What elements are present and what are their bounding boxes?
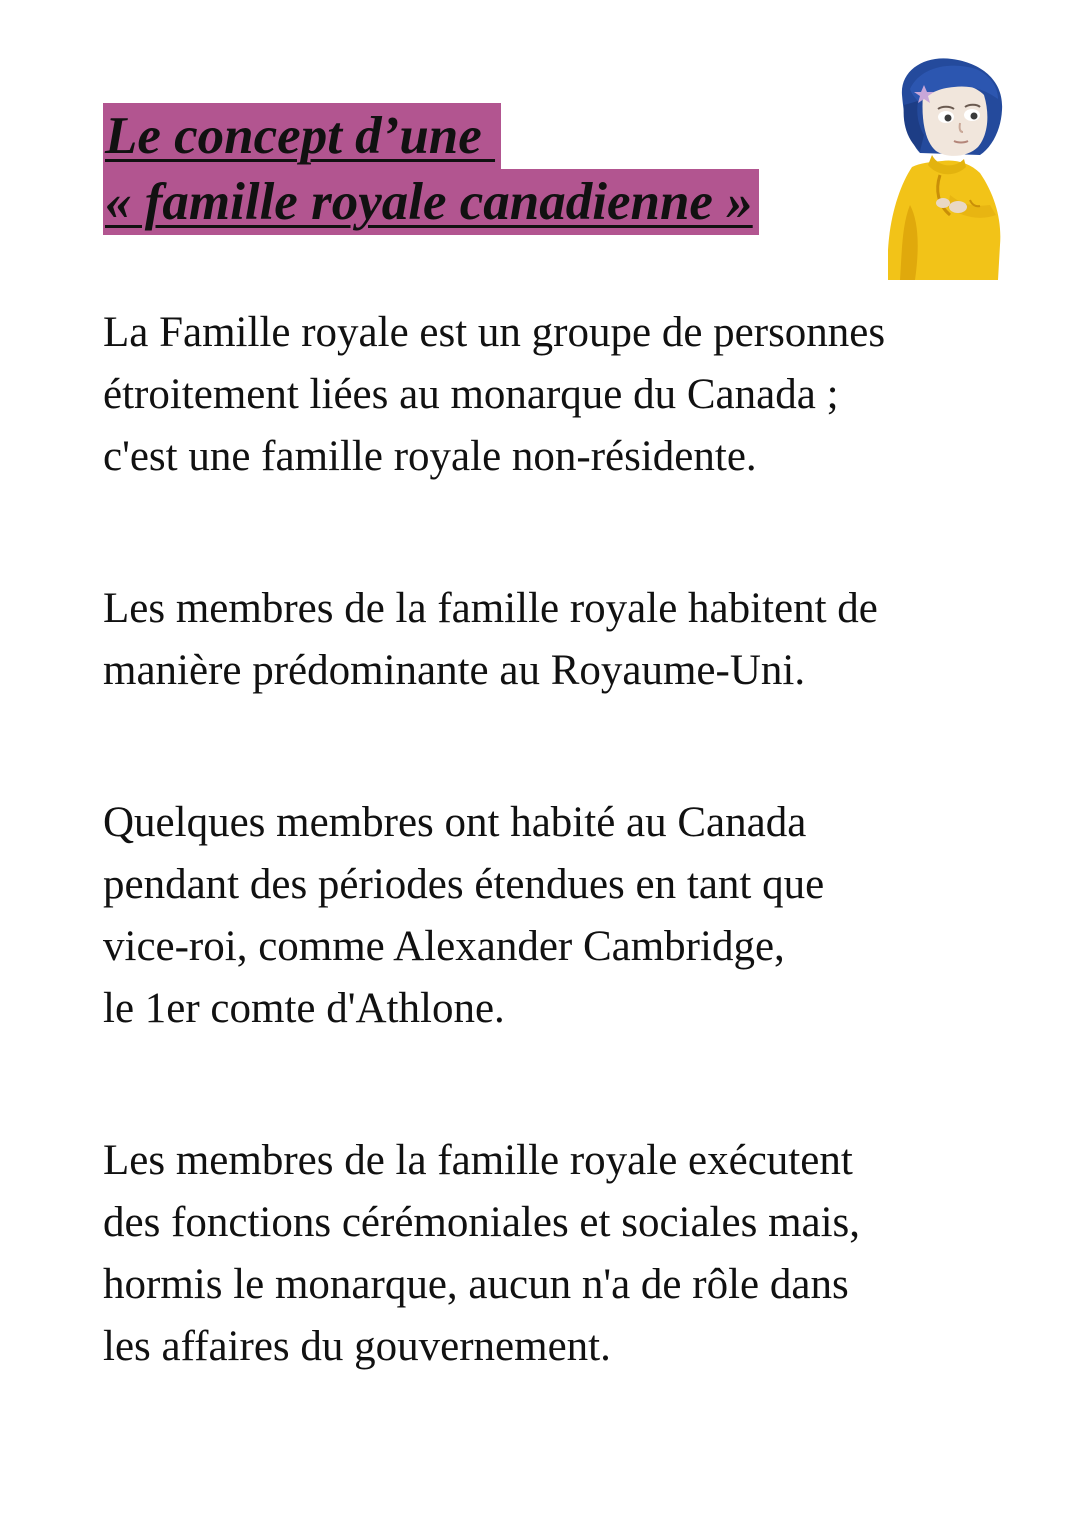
title-line-1: Le concept d’une <box>103 103 501 169</box>
page-title <box>103 103 759 235</box>
paragraph-line: Quelques membres ont habité au Canada <box>103 799 807 846</box>
title-line-2: « famille royale canadienne » <box>103 169 759 235</box>
title-line-2-wrapper <box>103 169 759 235</box>
paragraph-line: La Famille royale est un groupe de personnes <box>103 309 886 356</box>
paragraph-line: hormis le monarque, aucun n'a de rôle dans <box>103 1261 849 1308</box>
paragraph-line: le 1er comte d'Athlone. <box>103 985 505 1032</box>
girl-yellow-raincoat-icon <box>880 55 1010 280</box>
paragraph-line: Les membres de la famille royale exécutent <box>103 1137 853 1184</box>
paragraph-line: les affaires du gouvernement. <box>103 1323 611 1370</box>
paragraph-1 <box>103 302 1003 488</box>
paragraph-line: pendant des périodes étendues en tant que <box>103 861 825 908</box>
title-line-1-wrapper <box>103 103 759 169</box>
paragraph-line: c'est une famille royale non-résidente. <box>103 433 757 480</box>
paragraph-2 <box>103 578 1003 702</box>
paragraph-3 <box>103 792 1003 1040</box>
paragraph-line: des fonctions cérémoniales et sociales mais, <box>103 1199 861 1246</box>
paragraph-line: manière prédominante au Royaume-Uni. <box>103 647 806 694</box>
paragraph-line: vice-roi, comme Alexander Cambridge, <box>103 923 785 970</box>
paragraph-line: Les membres de la famille royale habitent de <box>103 585 878 632</box>
girl-illustration-svg <box>880 55 1010 280</box>
paragraph-4 <box>103 1130 1003 1378</box>
paragraph-line: étroitement liées au monarque du Canada ; <box>103 371 839 418</box>
